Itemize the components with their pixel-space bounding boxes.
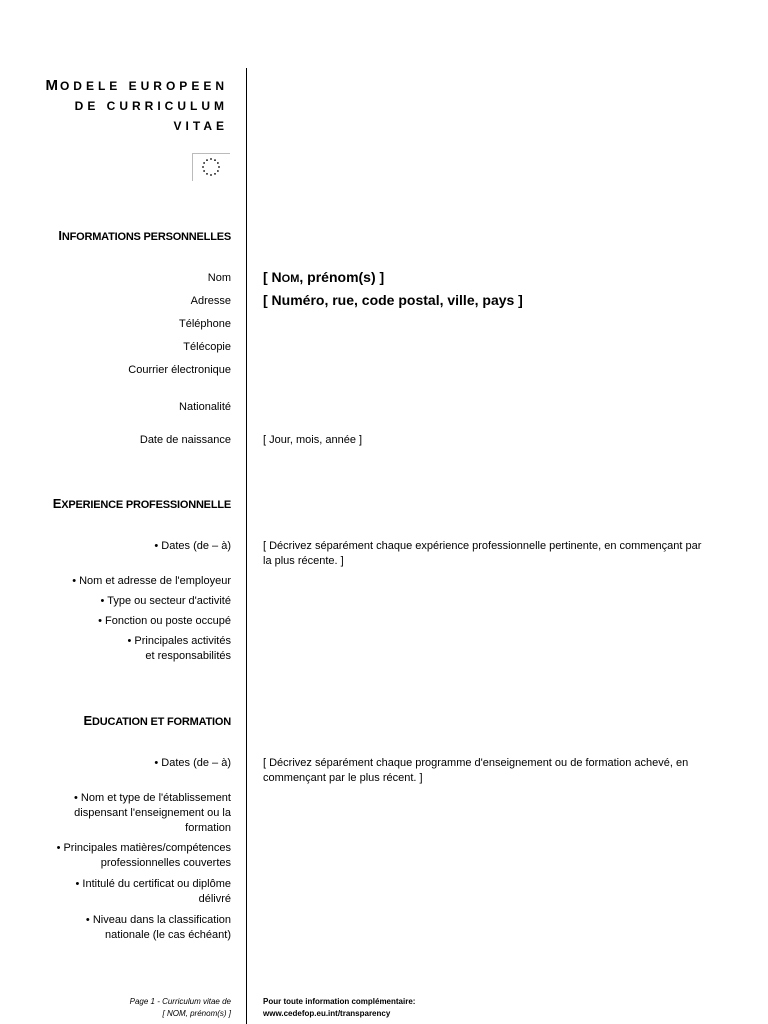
heading-rest: NFORMATIONS PERSONNELLES (61, 231, 231, 243)
label-exp-secteur: • Type ou secteur d'activité (100, 595, 231, 607)
label-telecopie: Télécopie (183, 341, 231, 353)
footer-info (263, 996, 415, 1020)
vertical-divider (246, 68, 247, 1024)
nom-close: , prénom(s) ] (299, 269, 385, 285)
cv-title-line3: VITAE (173, 119, 228, 133)
eu-stars-icon (201, 157, 221, 177)
cv-title-line1 (45, 76, 228, 96)
label-telephone: Téléphone (179, 318, 231, 330)
label-edu-intitule: • Intitulé du certificat ou diplôme délivré (75, 878, 231, 905)
label-edu-etablissement: • Nom et type de l'établissement dispensant l'enseignement ou la formation (74, 792, 231, 834)
label-exp-fonction: • Fonction ou poste occupé (98, 615, 231, 627)
cv-title-line2: DE CURRICULUM (74, 99, 228, 113)
footer-info-line1: Pour toute information complémentaire: (263, 997, 416, 1006)
label-courrier: Courrier électronique (128, 364, 231, 376)
value-nom (263, 270, 384, 287)
label-adresse: Adresse (190, 295, 231, 307)
footer-page-info (130, 996, 231, 1020)
label-nom: Nom (207, 272, 231, 284)
heading-initial: E (52, 496, 62, 511)
heading-initial: I (58, 228, 62, 243)
section-heading-experience (53, 496, 231, 511)
label-exp-activites: • Principales activités et responsabilités (127, 635, 231, 662)
label-edu-dates: • Dates (de – à) (154, 757, 231, 769)
footer-page-line1: Page 1 - Curriculum vitae de (129, 997, 231, 1006)
nom-open: [ N (263, 269, 282, 285)
title-rest: ODELE EUROPEEN (59, 79, 228, 93)
heading-initial: E (83, 713, 92, 728)
label-exp-employeur: • Nom et adresse de l'employeur (72, 575, 231, 587)
heading-rest: XPERIENCE PROFESSIONNELLE (61, 499, 231, 511)
label-exp-dates: • Dates (de – à) (154, 540, 231, 552)
value-edu-description: [ Décrivez séparément chaque programme d'enseignement ou de formation achevé, en commençant par le plus récent. ] (263, 757, 689, 784)
label-edu-niveau: • Niveau dans la classification nationale (le cas échéant) (85, 914, 231, 941)
label-nationalite: Nationalité (179, 401, 231, 413)
nom-smallcaps: OM (281, 273, 300, 285)
value-naissance: [ Jour, mois, année ] (263, 434, 363, 446)
section-heading-personal (58, 228, 231, 243)
label-edu-matieres: • Principales matières/compétences professionnelles couvertes (56, 842, 231, 869)
heading-rest: DUCATION ET FORMATION (92, 716, 231, 728)
value-exp-description: [ Décrivez séparément chaque expérience professionnelle pertinente, en commençant par la plus récente. ] (263, 540, 702, 567)
label-naissance: Date de naissance (139, 434, 231, 446)
section-heading-education (84, 713, 231, 728)
footer-page-line2: [ NOM, prénom(s) ] (162, 1009, 231, 1018)
title-initial: M (45, 77, 60, 94)
value-adresse: [ Numéro, rue, code postal, ville, pays ] (263, 292, 523, 308)
footer-info-link[interactable]: www.cedefop.eu.int/transparency (263, 1009, 391, 1018)
eu-flag-logo (192, 153, 230, 181)
